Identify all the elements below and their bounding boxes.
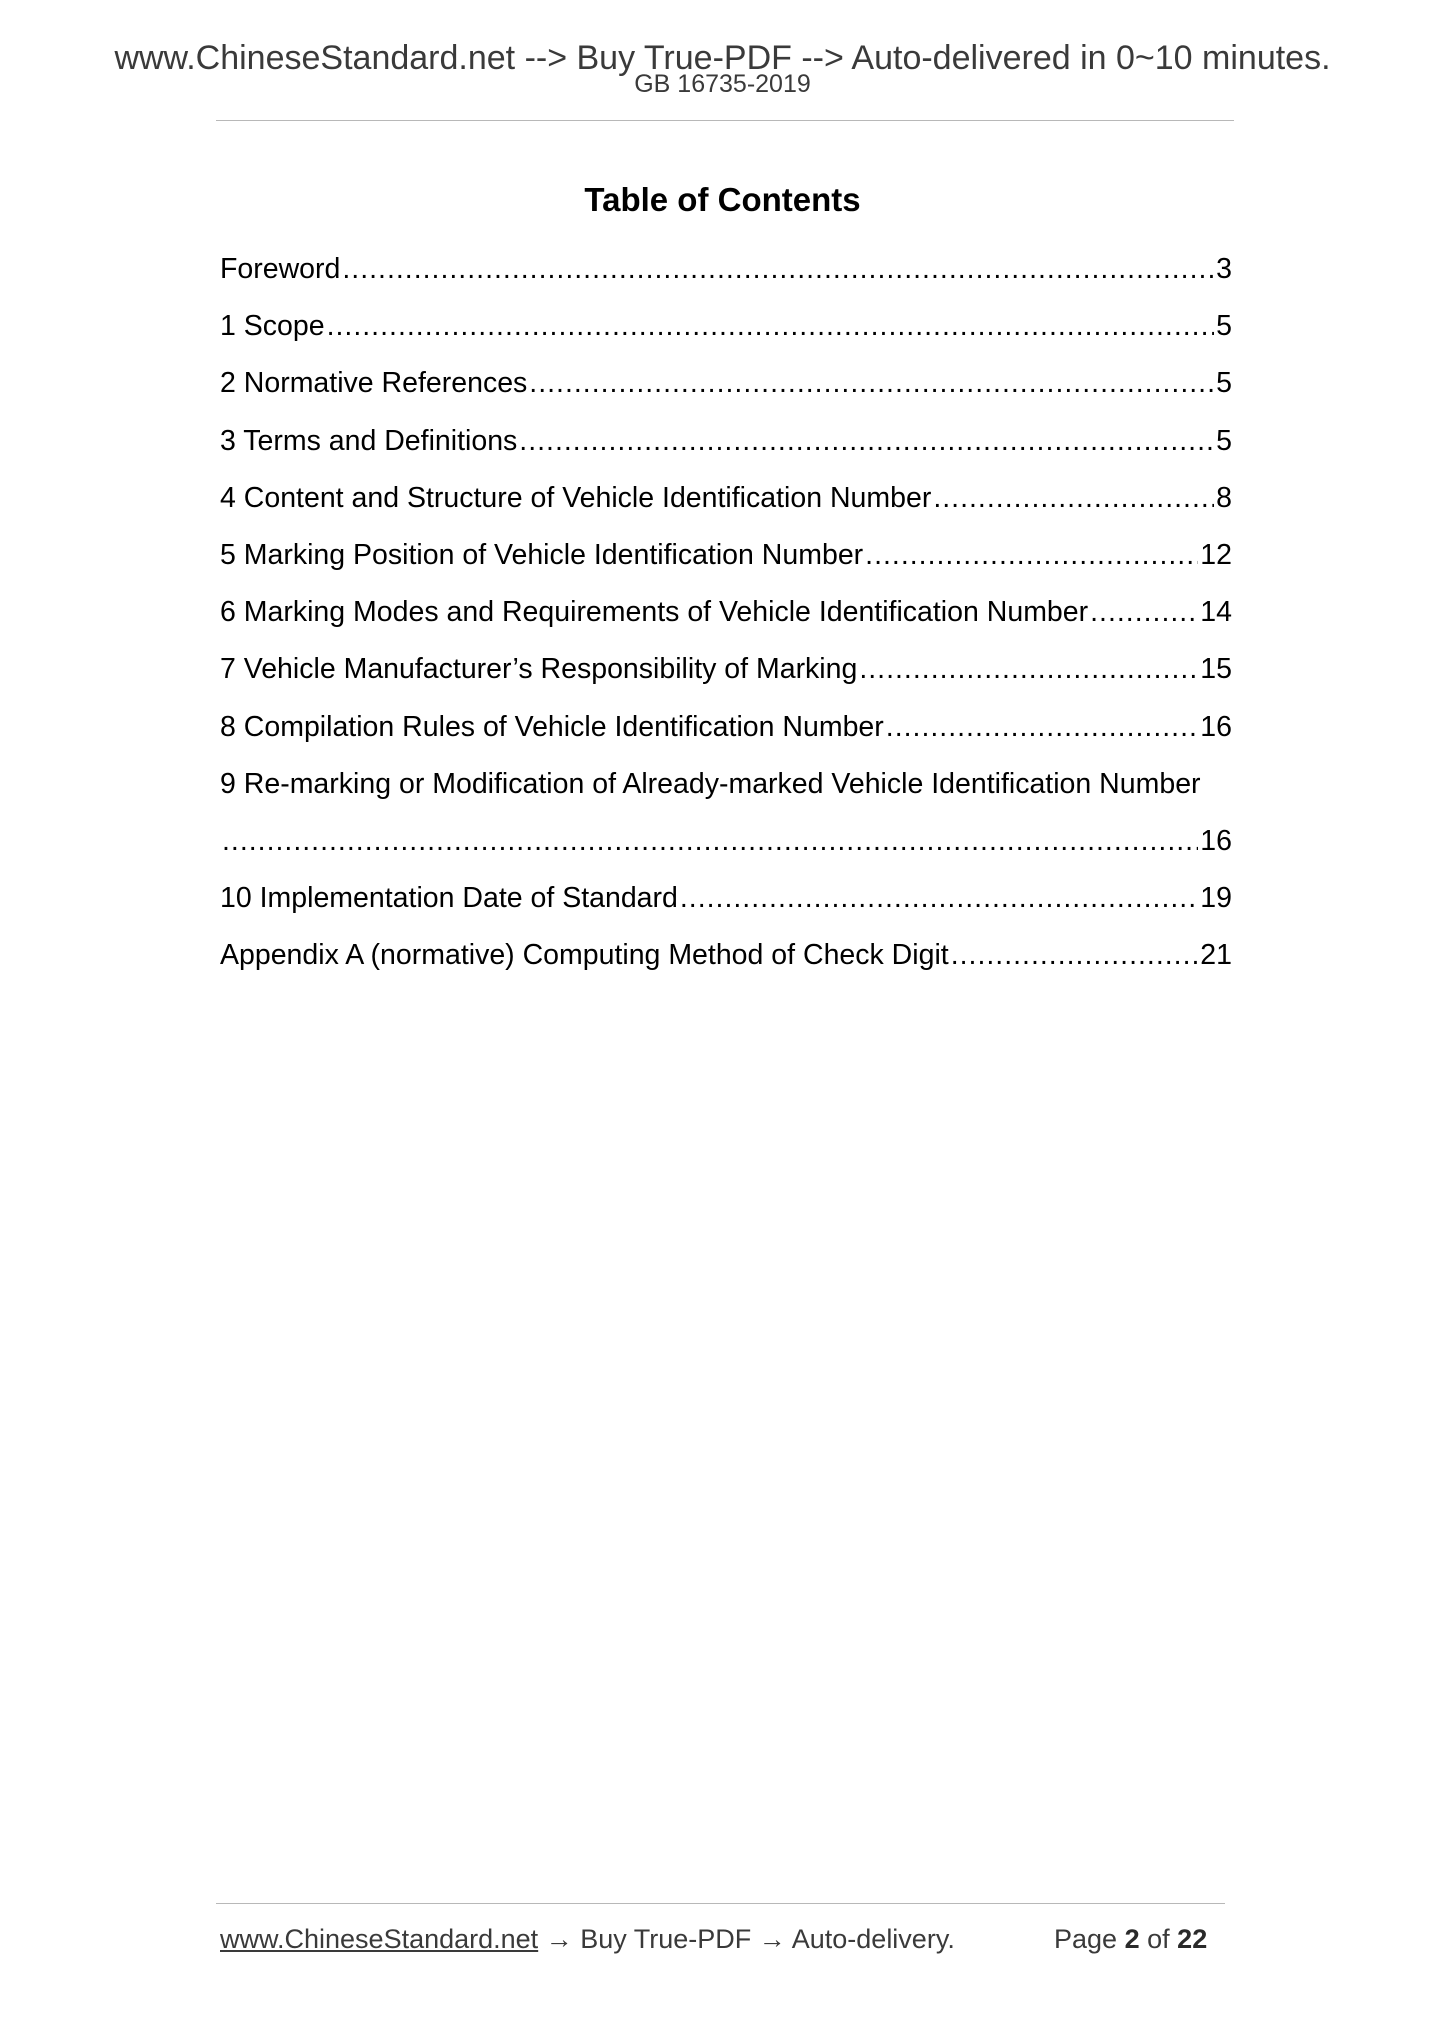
- toc-entry-label: 8 Compilation Rules of Vehicle Identification Number: [220, 710, 884, 743]
- header-divider: [216, 120, 1234, 121]
- page-of-label: of: [1147, 1924, 1170, 1954]
- toc-entry-page: 12: [1200, 538, 1232, 571]
- footer-link-line: [220, 1923, 955, 1955]
- toc-entry-page: 8: [1216, 481, 1232, 514]
- toc-entry-label: Foreword: [220, 253, 341, 285]
- page-indicator: [1054, 1923, 1207, 1955]
- table-of-contents: [220, 249, 1232, 992]
- toc-dot-leader: [680, 878, 1198, 918]
- toc-entry-content-and-structure[interactable]: [220, 478, 1232, 535]
- toc-entry-page: 21: [1200, 939, 1232, 972]
- toc-dot-leader: [865, 535, 1198, 575]
- toc-entry-page: 14: [1200, 596, 1232, 629]
- toc-entry-appendix-a[interactable]: [220, 935, 1232, 992]
- toc-entry-page: 19: [1200, 882, 1232, 915]
- toc-entry-label: 10 Implementation Date of Standard: [220, 882, 678, 915]
- toc-dot-leader: [342, 249, 1214, 289]
- toc-dot-leader: [886, 707, 1199, 747]
- toc-entry-label: 1 Scope: [220, 310, 325, 343]
- footer-divider: [216, 1903, 1225, 1904]
- toc-entry-label: 5 Marking Position of Vehicle Identification Number: [220, 538, 864, 571]
- toc-entry-scope[interactable]: [220, 306, 1232, 363]
- footer-link-text: → Buy True-PDF → Auto-delivery.: [538, 1924, 955, 1954]
- toc-entry-marking-position[interactable]: [220, 535, 1232, 592]
- document-code: GB 16735-2019: [634, 70, 811, 98]
- toc-entry-implementation-date[interactable]: [220, 878, 1232, 935]
- total-page-count: 22: [1177, 1924, 1208, 1954]
- toc-title: Table of Contents: [584, 181, 861, 218]
- toc-entry-foreword[interactable]: [220, 249, 1232, 306]
- toc-entry-page: 16: [1200, 710, 1232, 743]
- toc-entry-label: 3 Terms and Definitions: [220, 424, 518, 457]
- toc-dot-leader: [951, 935, 1199, 975]
- toc-entry-compilation-rules[interactable]: [220, 707, 1232, 764]
- page-prefix: Page: [1054, 1924, 1118, 1954]
- toc-dot-leader: [327, 306, 1215, 346]
- toc-entry-remarking-title[interactable]: [220, 764, 1232, 821]
- toc-dot-leader: [859, 649, 1198, 689]
- toc-dot-leader: [222, 821, 1198, 861]
- toc-dot-leader: [529, 363, 1214, 403]
- toc-entry-normative-references[interactable]: [220, 363, 1232, 420]
- toc-entry-label: 9 Re-marking or Modification of Already-marked Vehicle Identification Number: [220, 767, 1201, 800]
- toc-entry-page: 3: [1216, 253, 1232, 285]
- toc-entry-page: 5: [1216, 367, 1232, 400]
- toc-entry-terms-and-definitions[interactable]: [220, 421, 1232, 478]
- toc-entry-page: 15: [1200, 653, 1232, 686]
- toc-entry-label: Appendix A (normative) Computing Method of Check Digit: [220, 939, 949, 972]
- current-page-number: 2: [1124, 1924, 1140, 1954]
- toc-dot-leader: [933, 478, 1214, 518]
- toc-entry-page: 16: [1200, 824, 1232, 857]
- toc-entry-marking-modes[interactable]: [220, 592, 1232, 649]
- footer-site-link[interactable]: www.ChineseStandard.net: [220, 1924, 539, 1954]
- toc-entry-label: 2 Normative References: [220, 367, 528, 400]
- toc-dot-leader: [519, 421, 1214, 461]
- toc-entry-label: 4 Content and Structure of Vehicle Identification Number: [220, 481, 932, 514]
- toc-dot-leader: [1090, 592, 1198, 632]
- toc-entry-label: 7 Vehicle Manufacturer’s Responsibility of Marking: [220, 653, 858, 686]
- toc-entry-remarking-page-line[interactable]: [220, 821, 1232, 878]
- toc-entry-page: 5: [1216, 310, 1232, 343]
- toc-entry-label: 6 Marking Modes and Requirements of Vehicle Identification Number: [220, 596, 1089, 629]
- toc-entry-manufacturer-responsibility[interactable]: [220, 649, 1232, 706]
- header-banner: www.ChineseStandard.net --> Buy True-PDF --> Auto-delivered in 0~10 minutes.: [114, 39, 1331, 77]
- toc-entry-page: 5: [1216, 424, 1232, 457]
